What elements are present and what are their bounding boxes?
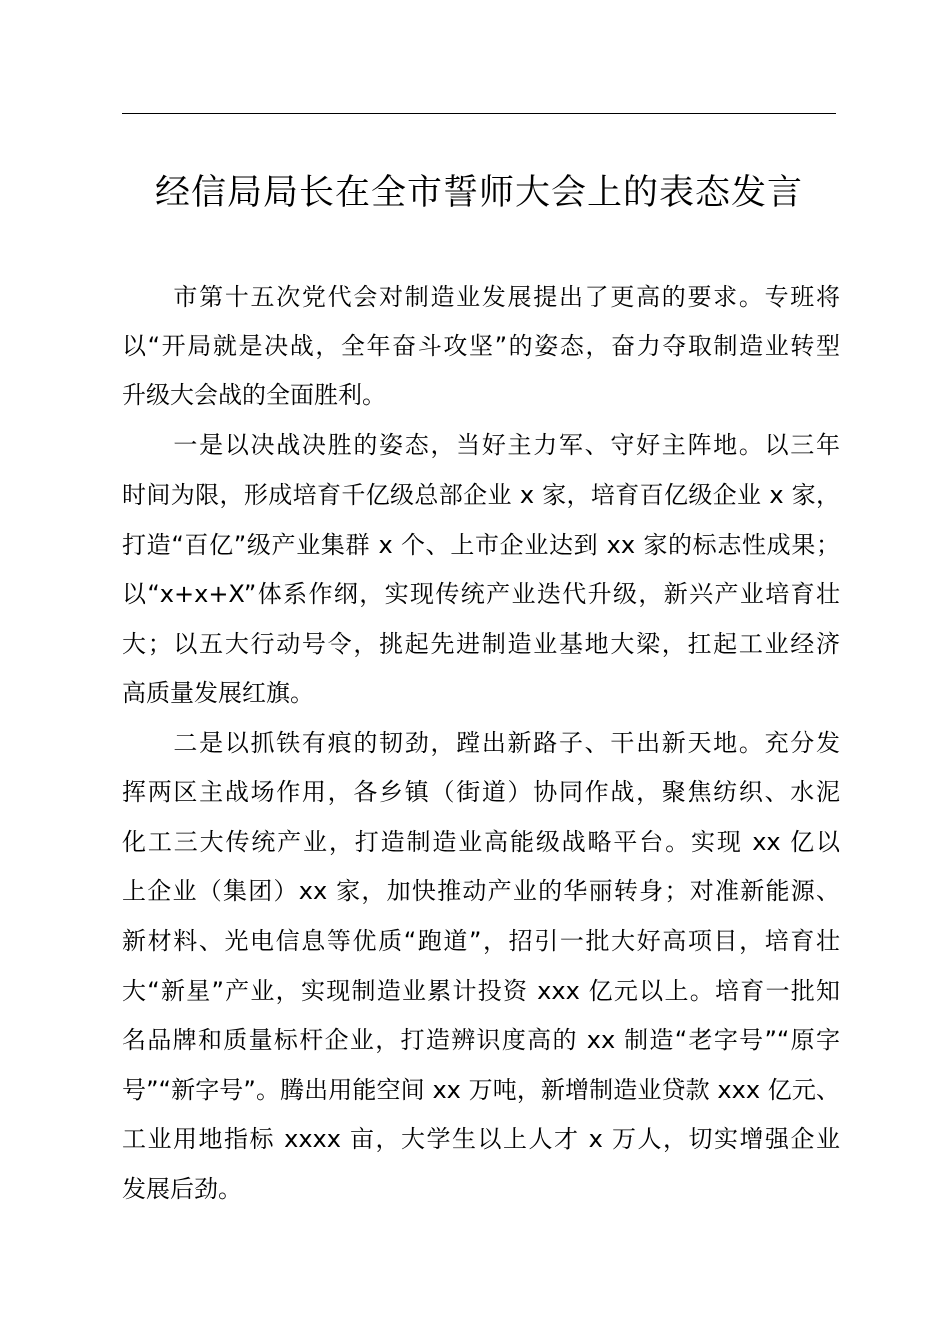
para3-line9: 工业用地指标 xxxx 亩，大学生以上人才 x 万人，切实增强企业 [122,1125,840,1153]
para3-line2: 挥两区主战场作用，各乡镇（街道）协同作战，聚焦纺织、水泥 [122,778,840,806]
para1-line3: 升级大会战的全面胜利。 [122,381,386,409]
para3-line5: 新材料、光电信息等优质“跑道”，招引一批大好高项目，培育壮 [122,927,840,955]
para3-line6: 大“新星”产业，实现制造业累计投资 xxx 亿元以上。培育一批知 [122,977,840,1005]
para3-line8: 号”“新字号”。腾出用能空间 xx 万吨，新增制造业贷款 xxx 亿元、 [122,1076,840,1104]
para3-line4: 上企业（集团）xx 家，加快推动产业的华丽转身；对准新能源、 [122,877,840,905]
para3-line10: 发展后劲。 [122,1175,242,1203]
para2-line3: 打造“百亿”级产业集群 x 个、上市企业达到 xx 家的标志性成果； [122,531,840,559]
para2-line2: 时间为限，形成培育千亿级总部企业 x 家，培育百亿级企业 x 家， [122,481,840,509]
para2-line1: 一是以决战决胜的姿态，当好主力军、守好主阵地。以三年 [122,431,840,459]
para1-line2: 以“开局就是决战，全年奋斗攻坚”的姿态，奋力夺取制造业转型 [122,332,840,360]
header-rule [122,113,836,114]
para1-line1: 市第十五次党代会对制造业发展提出了更高的要求。专班将 [122,283,840,311]
para2-line4: 以“x+x+X”体系作纲，实现传统产业迭代升级，新兴产业培育壮 [122,580,840,608]
para3-line7: 名品牌和质量标杆企业，打造辨识度高的 xx 制造“老字号”“原字 [122,1026,840,1054]
para2-line6: 高质量发展红旗。 [122,679,314,707]
para3-line1: 二是以抓铁有痕的韧劲，蹚出新路子、干出新天地。充分发 [122,729,840,757]
para2-line5: 大；以五大行动号令，挑起先进制造业基地大梁，扛起工业经济 [122,630,840,658]
para3-line3: 化工三大传统产业，打造制造业高能级战略平台。实现 xx 亿以 [122,828,840,856]
document-title: 经信局局长在全市誓师大会上的表态发言 [154,173,803,213]
